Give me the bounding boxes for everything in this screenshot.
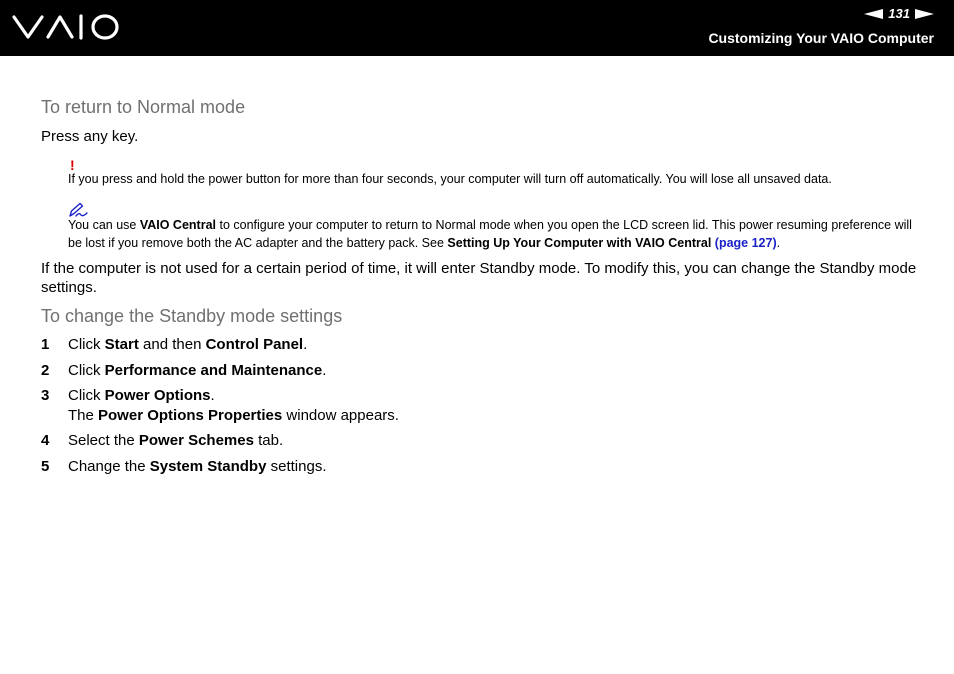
heading-normal-mode: To return to Normal mode bbox=[41, 97, 246, 117]
step-performance-maintenance: Performance and Maintenance bbox=[104, 362, 323, 379]
step-text: Click bbox=[68, 387, 105, 404]
step-start: Start bbox=[104, 336, 139, 353]
step-text: and then bbox=[138, 336, 206, 353]
page-header bbox=[0, 0, 954, 56]
tip-note bbox=[68, 216, 918, 252]
page-127-link[interactable]: (page 127) bbox=[714, 236, 777, 250]
step-text: . bbox=[210, 387, 215, 404]
vaio-logo bbox=[12, 12, 120, 42]
step-power-options: Power Options bbox=[104, 387, 211, 404]
step-text: settings. bbox=[266, 458, 327, 475]
step-number: 3 bbox=[41, 387, 50, 404]
standby-paragraph: If the computer is not used for a certain period of time, it will enter Standby mode. To modify this, you can change the Standby mode settings. bbox=[41, 260, 917, 296]
step-text: . bbox=[322, 362, 327, 379]
warning-icon: ! bbox=[70, 157, 75, 173]
tip-setup-reference: Setting Up Your Computer with VAIO Central bbox=[447, 236, 712, 250]
instruction-press-any-key: Press any key. bbox=[41, 128, 139, 145]
step-text: tab. bbox=[253, 432, 284, 449]
step-number: 5 bbox=[41, 458, 50, 475]
previous-page-icon[interactable] bbox=[864, 9, 883, 19]
step-text: window appears. bbox=[282, 407, 399, 424]
heading-standby-settings: To change the Standby mode settings bbox=[41, 306, 343, 326]
step-number: 2 bbox=[41, 362, 50, 379]
step-text: Change the bbox=[68, 458, 150, 475]
step-text: Click bbox=[68, 362, 105, 379]
warning-note: If you press and hold the power button for more than four seconds, your computer will turn off automatically. You will lose all unsaved data. bbox=[68, 172, 832, 186]
step-text: The bbox=[68, 407, 99, 424]
step-text: Select the bbox=[68, 432, 139, 449]
step-number: 1 bbox=[41, 336, 50, 353]
page-number: 131 bbox=[888, 6, 910, 21]
step-control-panel: Control Panel bbox=[205, 336, 304, 353]
step-number: 4 bbox=[41, 432, 50, 449]
step-power-options-properties: Power Options Properties bbox=[98, 407, 283, 424]
page-navigation bbox=[864, 6, 934, 21]
step-text: . bbox=[303, 336, 308, 353]
step-power-schemes: Power Schemes bbox=[138, 432, 254, 449]
step-system-standby: System Standby bbox=[149, 458, 267, 475]
tip-vaio-central: VAIO Central bbox=[139, 218, 216, 232]
tip-text: You can use bbox=[68, 218, 140, 232]
next-page-icon[interactable] bbox=[915, 9, 934, 19]
section-title: Customizing Your VAIO Computer bbox=[708, 30, 934, 46]
step-text: Click bbox=[68, 336, 105, 353]
tip-text: . bbox=[776, 236, 781, 250]
tip-text: to configure your computer to return to Normal mode when you open the LCD screen lid. This power resuming preference will be lost if you remove both the AC adapter and the battery pack. See bbox=[68, 218, 912, 250]
